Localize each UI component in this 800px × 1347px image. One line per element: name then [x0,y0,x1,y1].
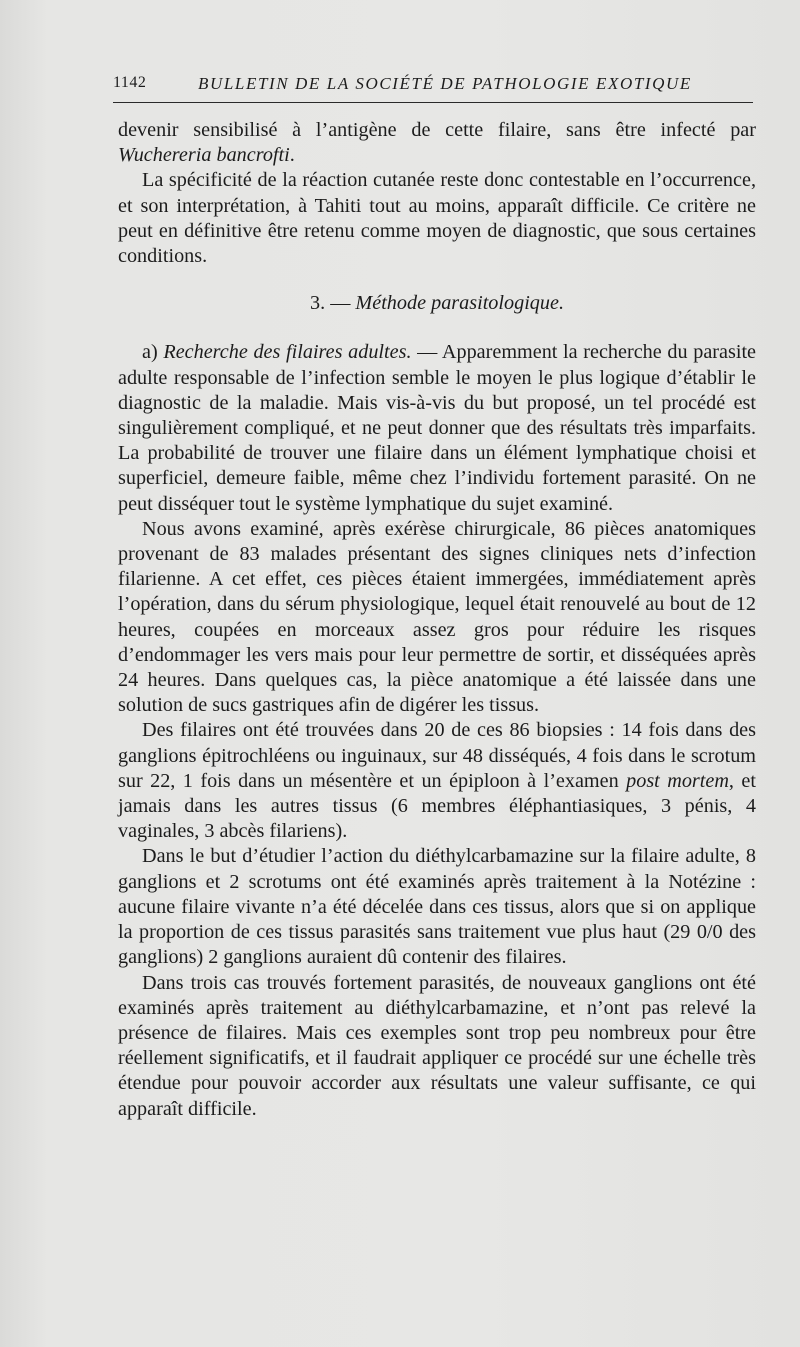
paragraph-anatomical-pieces: Nous avons examiné, après exérèse chirurgicale, 86 pièces anatomiques provenant de 83 malades présentant des signes cliniques nets d’infection filarienne. A cet effet, ces pièces étaient immergées, immédiatement après l’opération, dans du sérum physiologique, lequel était renouvelé au bout de 12 heures, coupées en morceaux assez gros pour réduire les risques d’endommager les vers mais pour leur permettre de sortir, et disséquées après 24 heures. Dans quelques cas, la pièce anatomique a été laissée dans une solution de sucs gastriques afin de digérer les tissus. [118,517,756,717]
species-name: Wuchereria bancrofti [118,144,290,167]
page-header [113,74,753,100]
section-heading [118,291,756,316]
paragraph-adult-filariae [118,340,756,516]
header-rule [113,102,753,103]
section-number: 3. — [310,292,356,315]
subsection-prefix: a) [142,341,164,364]
section-title: Méthode parasitologique. [355,292,564,315]
paragraph-continuation [118,118,756,168]
paragraph-three-cases: Dans trois cas trouvés fortement parasités, de nouveaux ganglions ont été examinés après traitement au diéthylcarbamazine, et n’ont pas relevé la présence de filaires. Mais ces exemples sont trop peu nombreux pour être réellement significatifs, et il faudrait appliquer ce procédé sur une échelle très étendue pour pouvoir accorder aux résultats une valeur suffisante, ce qui apparaît difficile. [118,971,756,1120]
paragraph-continuation-text: devenir sensibilisé à l’antigène de cette filaire, sans être infecté par [118,119,756,141]
journal-running-title: BULLETIN DE LA SOCIÉTÉ DE PATHOLOGIE EXOTIQUE [198,74,692,93]
paragraph-biopsy-results-lead: Des filaires ont été trouvées dans 20 de ces 86 biopsies : 14 fois dans des ganglions épitrochléens ou inguinaux, sur 48 disséqués, 4 fois dans le scrotum sur 22, 1 fois dans un mésentère et un épiploon à l’examen [118,719,756,792]
paragraph-biopsy-results-end: , et jamais dans les autres tissus (6 membres éléphantiasiques, 3 pénis, 4 vaginales, 3 abcès filariens). [118,769,756,843]
subsection-title: Recherche des filaires adultes. [163,341,412,364]
paragraph-adult-filariae-text: — Apparemment la recherche du parasite adulte responsable de l’infection semble le moyen le plus logique d’établir le diagnostic de la maladie. Mais vis-à-vis du but proposé, un tel procédé est singulièrement compliqué, et ne peut donner que des résultats très imparfaits. La probabilité de trouver une filaire dans un élément lymphatique choisi et superficiel, demeure faible, même chez l’individu fortement parasité. On ne peut disséquer tout le système lymphatique du sujet examiné. [118,341,757,515]
paragraph-continuation-end: . [289,144,295,167]
page-number: 1142 [113,74,147,91]
paragraph-specificity: La spécificité de la réaction cutanée reste donc contestable en l’occurrence, et son interprétation, à Tahiti tout au moins, apparaît difficile. Ce critère ne peut en définitive être retenu comme moyen de diagnostic, que sous certaines conditions. [118,169,756,268]
article-body [118,118,756,1122]
paragraph-notezine-treatment: Dans le but d’étudier l’action du diéthylcarbamazine sur la filaire adulte, 8 ganglions et 2 scrotums ont été examinés après traitement à la Notézine : aucune filaire vivante n’a été décelée dans ces tissus, alors que si on applique la proportion de ces tissus parasités sans traitement vue plus haut (29 0/0 des ganglions) 2 ganglions auraient dû contenir des filaires. [118,845,756,969]
paragraph-biopsy-results [118,718,756,844]
post-mortem-term: post mortem [626,769,729,792]
